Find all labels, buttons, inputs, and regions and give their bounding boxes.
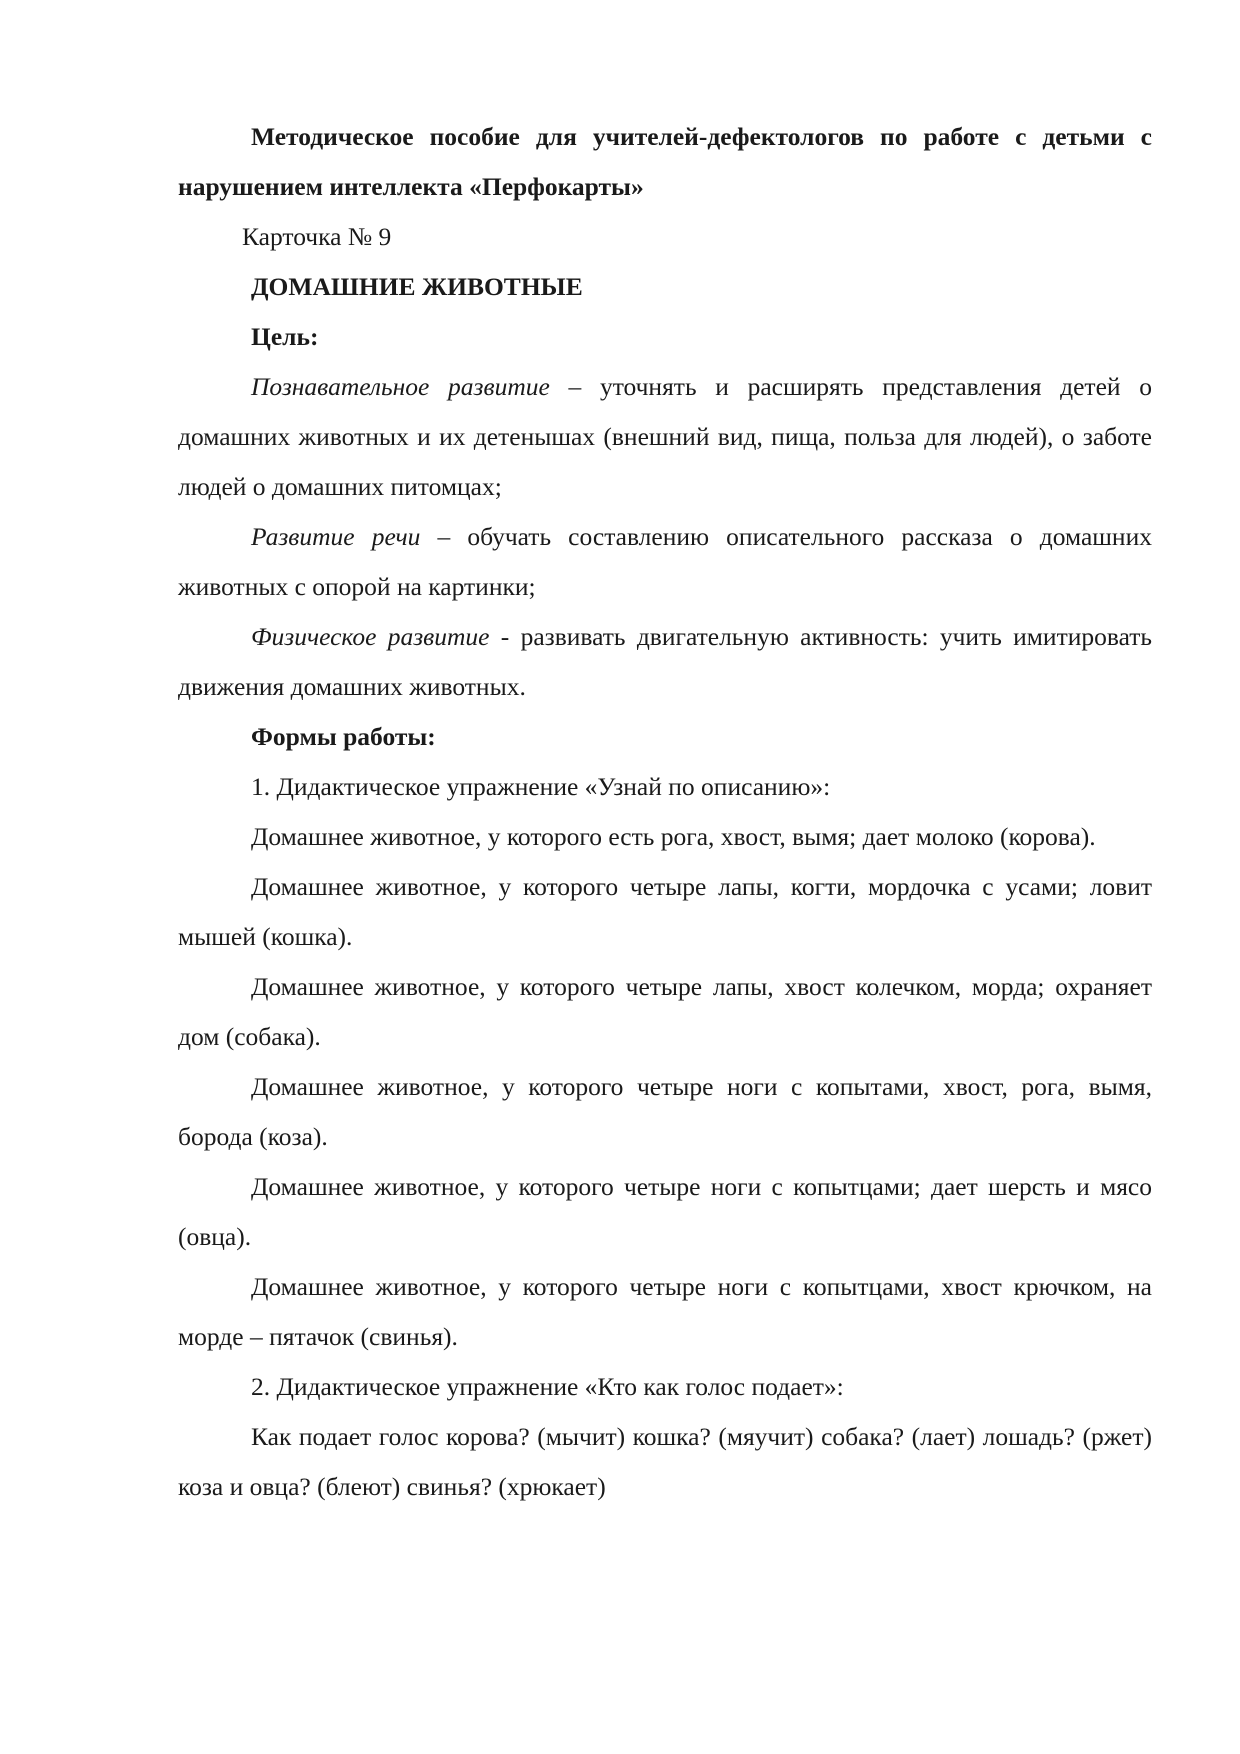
exercise1-item-cat: Домашнее животное, у которого четыре лапы, когти, мордочка с усами; ловит мышей (кошка). — [178, 872, 1152, 951]
topic-heading: ДОМАШНИЕ ЖИВОТНЫЕ — [251, 272, 583, 301]
card-number: Карточка № 9 — [242, 222, 392, 251]
exercise1-item-pig: Домашнее животное, у которого четыре ноги с копытцами, хвост крючком, на морде – пятачок (свинья). — [178, 1272, 1152, 1351]
goal-speech-text: – обучать составлению описательного рассказа о домашних животных с опорой на картинки; — [178, 522, 1152, 601]
goal-physical — [178, 612, 1152, 712]
goal-cognitive-text: – уточнять и расширять представления детей о домашних животных и их детенышах (внешний вид, пища, польза для людей), о заботе людей о домашних питомцах; — [178, 372, 1152, 501]
document-body — [178, 112, 1152, 1512]
goal-speech-label: Развитие речи — [251, 522, 421, 551]
goal-physical-label: Физическое развитие — [251, 622, 490, 651]
exercise1-item-sheep: Домашнее животное, у которого четыре ноги с копытцами; дает шерсть и мясо (овца). — [178, 1172, 1152, 1251]
goal-heading: Цель: — [251, 322, 319, 351]
exercise1-item-cow: Домашнее животное, у которого есть рога, хвост, вымя; дает молоко (корова). — [251, 822, 1096, 851]
exercise2-title: 2. Дидактическое упражнение «Кто как голос подает»: — [251, 1372, 844, 1401]
exercise1-item-goat: Домашнее животное, у которого четыре ноги с копытами, хвост, рога, вымя, борода (коза). — [178, 1072, 1152, 1151]
goal-cognitive — [178, 362, 1152, 512]
exercise1-item-dog: Домашнее животное, у которого четыре лапы, хвост колечком, морда; охраняет дом (собака). — [178, 972, 1152, 1051]
exercise2-text: Как подает голос корова? (мычит) кошка? (мяучит) собака? (лает) лошадь? (ржет) коза и овца? (блеют) свинья? (хрюкает) — [178, 1422, 1152, 1501]
goal-speech — [178, 512, 1152, 612]
goal-physical-text: - развивать двигательную активность: учить имитировать движения домашних животных. — [178, 622, 1152, 701]
forms-heading: Формы работы: — [251, 722, 436, 751]
document-title: Методическое пособие для учителей-дефектологов по работе с детьми с нарушением интеллекта «Перфокарты» — [178, 122, 1152, 201]
exercise1-title: 1. Дидактическое упражнение «Узнай по описанию»: — [251, 772, 831, 801]
goal-cognitive-label: Познавательное развитие — [251, 372, 550, 401]
